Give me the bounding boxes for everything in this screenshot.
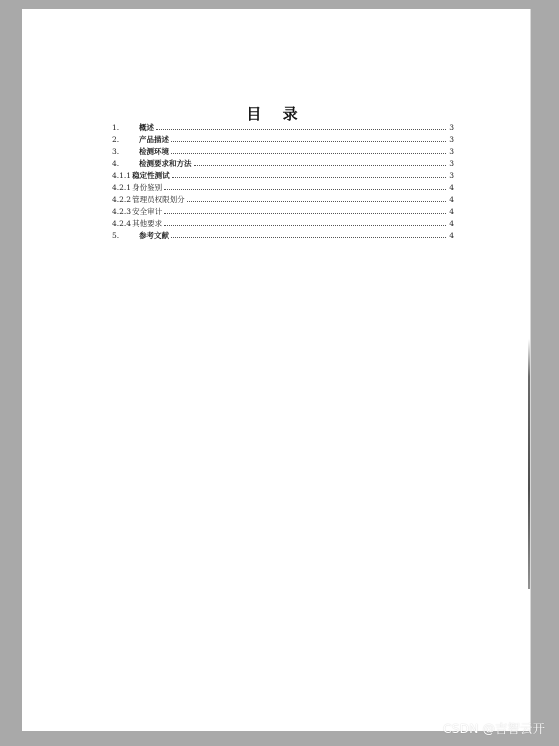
toc-entry-title: 产品描述 <box>139 135 169 144</box>
toc-title: 目 录 <box>246 105 306 123</box>
toc-leader-dots <box>194 157 447 166</box>
toc-entry-page: 4 <box>449 231 454 240</box>
toc-entry-number: 4.2.2 <box>112 195 132 204</box>
toc-entry-page: 4 <box>449 207 454 216</box>
toc-entry-number: 4.2.4 <box>112 219 132 228</box>
toc-entry-title: 参考文献 <box>139 231 169 240</box>
toc-leader-dots <box>171 145 446 154</box>
toc-entry-number: 5. <box>112 231 120 240</box>
toc-entry <box>112 193 454 205</box>
toc-leader-dots <box>156 121 446 130</box>
toc-entry-page: 3 <box>449 123 454 132</box>
toc-entry-title: 检测要求和方法 <box>139 159 192 168</box>
toc-leader-dots <box>171 133 446 142</box>
toc-entry-number: 4.2.1 <box>112 183 132 192</box>
toc-entry-page: 4 <box>449 195 454 204</box>
toc-leader-dots <box>172 169 446 178</box>
toc-entry <box>112 133 454 145</box>
toc-entry-number: 4.1.1 <box>112 171 132 180</box>
toc-entry-number: 3. <box>112 147 120 156</box>
toc-entry-page: 3 <box>449 135 454 144</box>
toc-entry-number: 2. <box>112 135 120 144</box>
toc-leader-dots <box>187 193 446 202</box>
toc-entry-page: 3 <box>449 147 454 156</box>
document-page <box>22 9 530 731</box>
toc-entry <box>112 181 454 193</box>
toc-entry-number: 4. <box>112 159 120 168</box>
toc-entry-number: 1. <box>112 123 120 132</box>
toc-entry-page: 4 <box>449 219 454 228</box>
toc-entry <box>112 229 454 241</box>
toc-entry-title: 管理员权限划分 <box>132 195 185 204</box>
toc-entry-title: 稳定性测试 <box>132 171 170 180</box>
watermark: CSDN @吉智云开 <box>442 721 545 736</box>
toc-entry-title: 检测环境 <box>139 147 169 156</box>
toc-entry <box>112 157 454 169</box>
toc-entry-page: 3 <box>449 171 454 180</box>
toc-entry-page: 3 <box>449 159 454 168</box>
toc-entry <box>112 145 454 157</box>
toc-leader-dots <box>164 205 446 214</box>
table-of-contents <box>112 121 454 241</box>
scan-edge-shadow <box>528 339 530 589</box>
toc-entry-number: 4.2.3 <box>112 207 132 216</box>
toc-entry <box>112 169 454 181</box>
toc-entry-title: 安全审计 <box>132 207 163 216</box>
toc-entry-title: 其他要求 <box>132 219 163 228</box>
toc-leader-dots <box>164 181 446 190</box>
toc-leader-dots <box>171 229 446 238</box>
toc-entry <box>112 121 454 133</box>
toc-entry <box>112 217 454 229</box>
toc-entry <box>112 205 454 217</box>
toc-leader-dots <box>164 217 446 226</box>
toc-entry-title: 概述 <box>139 123 154 132</box>
toc-entry-page: 4 <box>449 183 454 192</box>
toc-entry-title: 身份鉴别 <box>132 183 163 192</box>
